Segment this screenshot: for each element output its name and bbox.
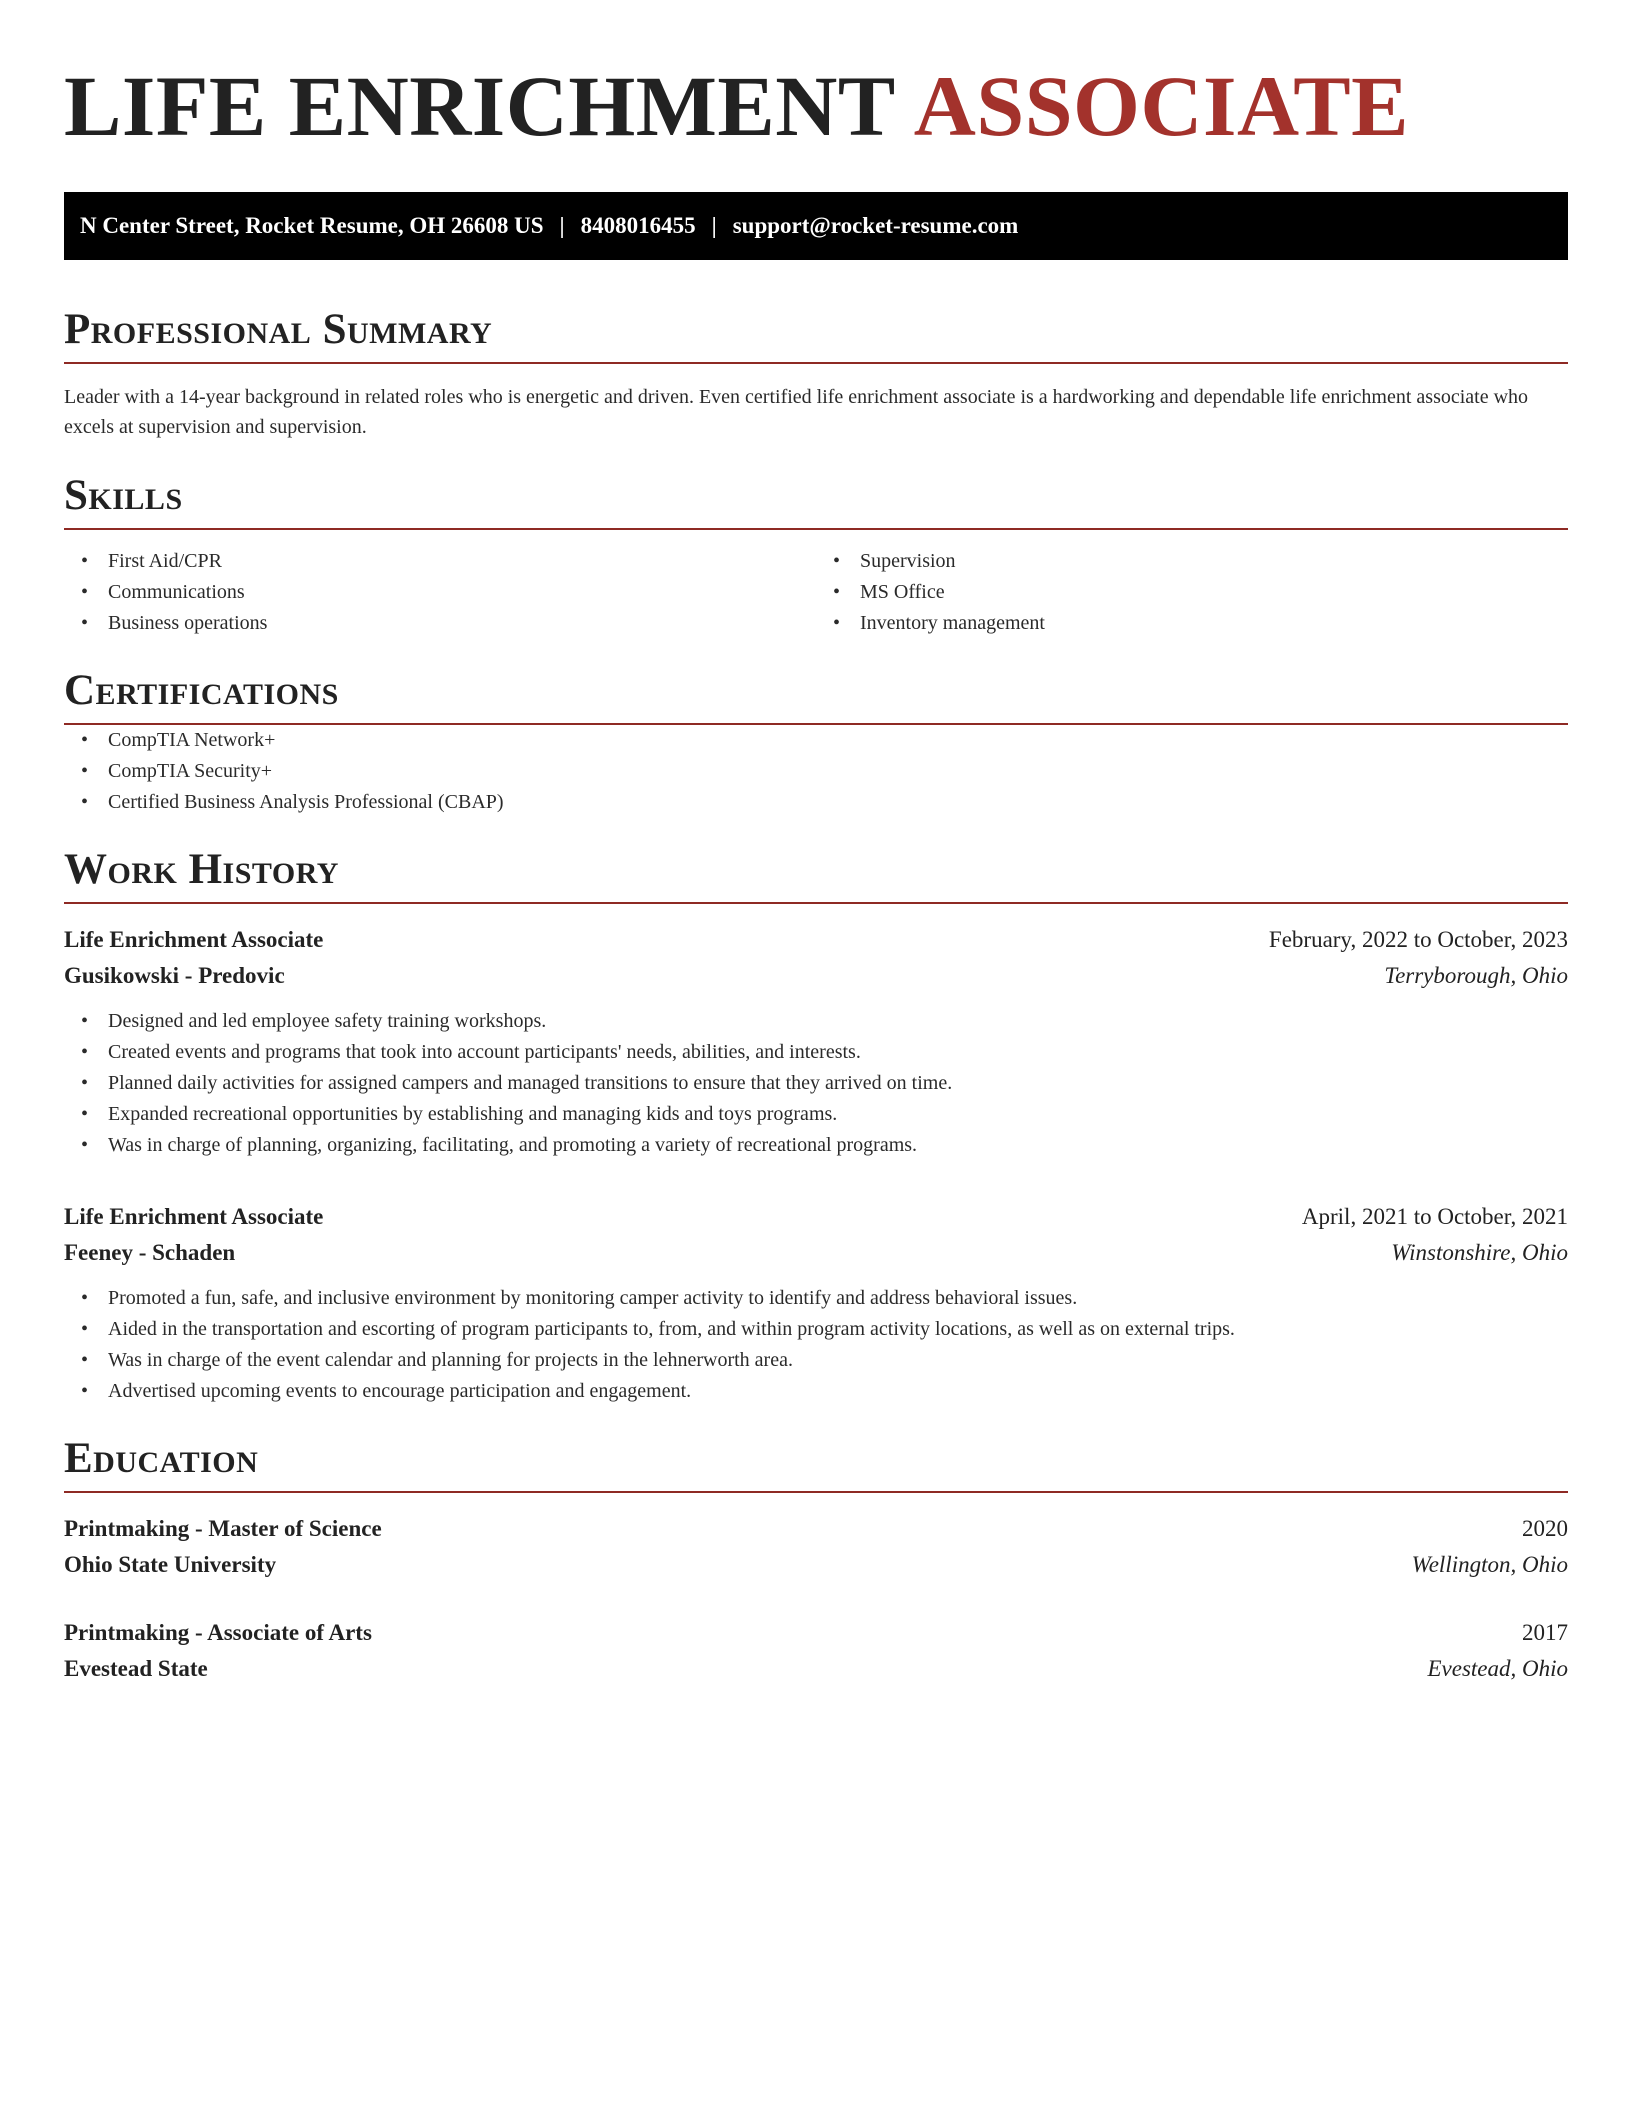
skills-column-right xyxy=(816,546,1568,639)
section-divider xyxy=(64,528,1568,530)
job-location: Winstonshire, Ohio xyxy=(1391,1240,1568,1265)
job-bullet-text: Planned daily activities for assigned campers and managed transitions to ensure that they arrived on time. xyxy=(108,1072,953,1094)
education-year: 2017 xyxy=(1522,1620,1568,1645)
list-item xyxy=(64,1037,1568,1068)
education-school: Evestead State xyxy=(64,1656,208,1681)
bullet-icon: • xyxy=(81,581,89,603)
contact-separator: | xyxy=(711,213,717,238)
bullet-icon: • xyxy=(81,1041,89,1063)
section-education xyxy=(64,1433,1568,1687)
education-degree: Printmaking - Master of Science xyxy=(64,1516,382,1541)
job-bullet-text: Promoted a fun, safe, and inclusive environment by monitoring camper activity to identify and address behavioral issues. xyxy=(108,1287,1078,1309)
bullet-icon: • xyxy=(81,1103,89,1125)
skill-label: Communications xyxy=(108,581,245,603)
list-item xyxy=(64,608,816,639)
list-item xyxy=(64,787,1568,818)
bullet-icon: • xyxy=(81,791,89,813)
skills-grid xyxy=(64,546,1568,639)
list-item xyxy=(64,1283,1568,1314)
list-item xyxy=(64,1068,1568,1099)
education-school-row xyxy=(64,1547,1568,1583)
job-dates: April, 2021 to October, 2021 xyxy=(1301,1204,1568,1229)
list-item xyxy=(64,1130,1568,1161)
education-location: Evestead, Ohio xyxy=(1427,1656,1568,1681)
section-title-summary: Professional Summary xyxy=(64,306,493,353)
job-company-row xyxy=(64,1235,1568,1271)
bullet-icon: • xyxy=(81,1072,89,1094)
bullet-icon: • xyxy=(81,1380,89,1402)
section-title-education: Education xyxy=(64,1435,259,1482)
list-item xyxy=(816,577,1568,608)
contact-address: N Center Street, Rocket Resume, OH 26608 US xyxy=(80,213,544,238)
certification-label: CompTIA Security+ xyxy=(108,760,273,782)
bullet-icon: • xyxy=(833,581,841,603)
education-school: Ohio State University xyxy=(64,1552,277,1577)
section-title-skills: Skills xyxy=(64,472,183,519)
list-item xyxy=(64,1345,1568,1376)
section-certifications xyxy=(64,665,1568,818)
skills-column-left xyxy=(64,546,816,639)
job-bullets xyxy=(64,1283,1568,1407)
section-divider xyxy=(64,1491,1568,1493)
list-item xyxy=(816,608,1568,639)
bullet-icon: • xyxy=(81,612,89,634)
job-location: Terryborough, Ohio xyxy=(1384,963,1568,988)
summary-text: Leader with a 14-year background in related roles who is energetic and driven. Even certified life enrichment associate is a hardworking and dependable life enrichment associate who excels at supervision and supervision. xyxy=(64,386,1529,438)
job-company: Gusikowski - Predovic xyxy=(64,963,285,988)
bullet-icon: • xyxy=(81,760,89,782)
education-entry xyxy=(64,1615,1568,1687)
job-title: Life Enrichment Associate xyxy=(64,1204,324,1229)
section-divider xyxy=(64,362,1568,364)
list-item xyxy=(64,725,1568,756)
list-item xyxy=(64,1099,1568,1130)
certifications-list xyxy=(64,725,1568,818)
bullet-icon: • xyxy=(833,550,841,572)
skill-label: MS Office xyxy=(860,581,945,603)
section-work-history xyxy=(64,844,1568,1407)
job-title: Life Enrichment Associate xyxy=(64,927,324,952)
list-item xyxy=(64,1376,1568,1407)
name-last: ASSOCIATE xyxy=(913,58,1409,154)
job-bullet-text: Advertised upcoming events to encourage participation and engagement. xyxy=(108,1380,692,1402)
resume-name xyxy=(64,56,1568,156)
list-item xyxy=(816,546,1568,577)
education-degree-row xyxy=(64,1511,1568,1547)
job-header-row xyxy=(64,1199,1568,1235)
section-title-work-history: Work History xyxy=(64,846,339,893)
bullet-icon: • xyxy=(81,1134,89,1156)
bullet-icon: • xyxy=(81,1318,89,1340)
job-company: Feeney - Schaden xyxy=(64,1240,236,1265)
section-title-certifications: Certifications xyxy=(64,667,339,714)
job-header-row xyxy=(64,922,1568,958)
job-entry xyxy=(64,922,1568,1161)
bullet-icon: • xyxy=(81,1349,89,1371)
job-bullet-text: Was in charge of the event calendar and planning for projects in the lehnerworth area. xyxy=(108,1349,793,1371)
bullet-icon: • xyxy=(81,729,89,751)
name-first: LIFE ENRICHMENT xyxy=(64,58,896,154)
contact-separator: | xyxy=(559,213,565,238)
contact-phone: 8408016455 xyxy=(580,213,696,238)
section-skills xyxy=(64,470,1568,639)
skill-label: Supervision xyxy=(860,550,956,572)
job-bullet-text: Created events and programs that took into account participants' needs, abilities, and interests. xyxy=(108,1041,861,1063)
job-company-row xyxy=(64,958,1568,994)
bullet-icon: • xyxy=(833,612,841,634)
education-entry xyxy=(64,1511,1568,1583)
list-item xyxy=(64,1006,1568,1037)
certification-label: CompTIA Network+ xyxy=(108,729,276,751)
section-summary xyxy=(64,304,1568,442)
education-location: Wellington, Ohio xyxy=(1411,1552,1568,1577)
skill-label: First Aid/CPR xyxy=(108,550,222,572)
bullet-icon: • xyxy=(81,1010,89,1032)
contact-bar xyxy=(64,192,1568,260)
list-item xyxy=(64,577,816,608)
education-year: 2020 xyxy=(1522,1516,1568,1541)
bullet-icon: • xyxy=(81,1287,89,1309)
list-item xyxy=(64,756,1568,787)
skill-label: Business operations xyxy=(108,612,268,634)
list-item xyxy=(64,1314,1568,1345)
education-school-row xyxy=(64,1651,1568,1687)
job-bullet-text: Was in charge of planning, organizing, facilitating, and promoting a variety of recreational programs. xyxy=(108,1134,918,1156)
bullet-icon: • xyxy=(81,550,89,572)
job-bullet-text: Aided in the transportation and escorting of program participants to, from, and within program activity locations, as well as on external trips. xyxy=(108,1318,1235,1340)
job-bullet-text: Expanded recreational opportunities by establishing and managing kids and toys programs. xyxy=(108,1103,838,1125)
contact-email: support@rocket-resume.com xyxy=(732,213,1019,238)
education-degree: Printmaking - Associate of Arts xyxy=(64,1620,372,1645)
section-divider xyxy=(64,902,1568,904)
job-dates: February, 2022 to October, 2023 xyxy=(1268,927,1568,952)
education-degree-row xyxy=(64,1615,1568,1651)
certification-label: Certified Business Analysis Professional (CBAP) xyxy=(108,791,504,813)
job-bullets xyxy=(64,1006,1568,1161)
skill-label: Inventory management xyxy=(860,612,1045,634)
job-entry xyxy=(64,1199,1568,1407)
list-item xyxy=(64,546,816,577)
job-bullet-text: Designed and led employee safety training workshops. xyxy=(108,1010,547,1032)
